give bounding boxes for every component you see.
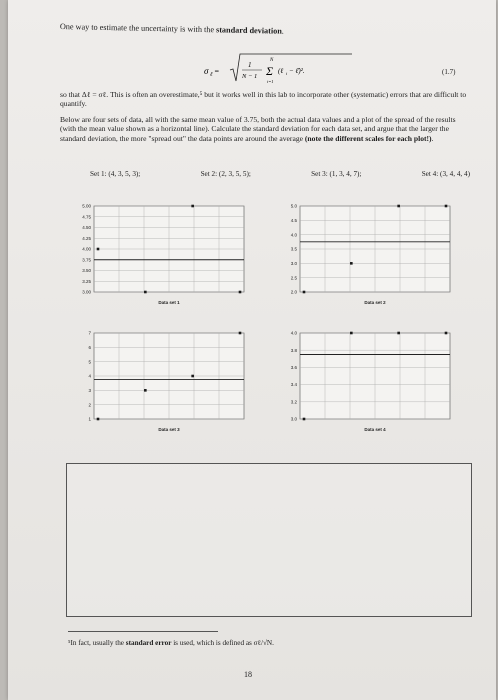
data-point bbox=[397, 205, 400, 208]
formula-svg bbox=[204, 50, 354, 90]
y-tick-label: 6 bbox=[88, 344, 91, 350]
y-tick-label: 4.25 bbox=[82, 235, 91, 241]
data-point bbox=[303, 291, 306, 294]
data-point bbox=[397, 332, 400, 335]
y-tick-label: 3.50 bbox=[82, 268, 91, 274]
textbook-page bbox=[8, 0, 496, 700]
plot-data-set-2 bbox=[266, 198, 466, 318]
intro-line: One way to estimate the uncertainty is with the standard deviation. bbox=[59, 22, 284, 36]
paragraph-overestimate: so that Δℓ = σℓ. This is often an overestimate,⁵ but it works well in this lab to incorporate other (systematic) errors that are difficult to quantify. bbox=[60, 90, 467, 109]
data-point bbox=[445, 332, 448, 335]
data-point bbox=[144, 389, 147, 392]
y-tick-label: 1 bbox=[88, 416, 91, 422]
formula-eq: = bbox=[214, 67, 220, 76]
plot-data-set-1 bbox=[60, 198, 260, 318]
y-tick-label: 5.0 bbox=[290, 203, 297, 209]
data-point bbox=[144, 291, 147, 294]
y-tick-label: 4.5 bbox=[290, 217, 297, 223]
y-tick-label: 3.0 bbox=[290, 416, 297, 422]
data-point bbox=[445, 205, 448, 208]
y-tick-label: 2.0 bbox=[290, 289, 297, 295]
footnote: ⁵In fact, usually the standard error is used, which is defined as σℓ/√N. bbox=[68, 639, 274, 647]
y-tick-label: 2 bbox=[88, 402, 91, 408]
y-tick-label: 4.75 bbox=[82, 214, 91, 220]
y-tick-label: 3.25 bbox=[82, 278, 91, 284]
plot-title: Data set 3 bbox=[158, 427, 180, 432]
y-tick-label: 4.00 bbox=[82, 246, 91, 252]
plot-3-svg bbox=[60, 325, 260, 445]
y-tick-label: 4 bbox=[88, 373, 91, 379]
sum-top: N bbox=[270, 58, 274, 63]
y-tick-label: 4.0 bbox=[290, 330, 297, 336]
footnote-rule bbox=[68, 631, 218, 632]
data-point bbox=[97, 248, 100, 251]
formula-term-rest: − ℓ̄)². bbox=[289, 67, 305, 75]
y-tick-label: 3.0 bbox=[290, 260, 297, 266]
y-tick-label: 3.2 bbox=[290, 399, 297, 405]
plot-2-svg bbox=[266, 198, 466, 318]
frac-den: N − 1 bbox=[242, 73, 258, 80]
formula-term: (ℓ bbox=[278, 67, 284, 75]
y-tick-label: 5 bbox=[88, 359, 91, 365]
y-tick-label: 7 bbox=[88, 330, 91, 336]
plot-title: Data set 2 bbox=[364, 300, 386, 305]
data-point bbox=[350, 262, 353, 265]
plot-1-svg bbox=[60, 198, 260, 318]
formula-sigma-sub: ℓ bbox=[210, 72, 213, 78]
y-tick-label: 4.0 bbox=[290, 232, 297, 238]
equation-number: (1.7) bbox=[442, 68, 456, 76]
y-tick-label: 5.00 bbox=[82, 203, 91, 209]
y-tick-label: 3.6 bbox=[290, 365, 297, 370]
data-sets-row bbox=[90, 170, 470, 178]
y-tick-label: 3.8 bbox=[290, 347, 297, 353]
plot-data-set-4 bbox=[266, 325, 466, 445]
set-label-2: Set 2: (2, 3, 5, 5); bbox=[200, 170, 251, 178]
plot-4-svg bbox=[266, 325, 466, 445]
data-point bbox=[191, 205, 194, 208]
set-label-1: Set 1: (4, 3, 5, 3); bbox=[90, 170, 141, 178]
data-point bbox=[239, 332, 242, 335]
sum-bottom: i=1 bbox=[267, 79, 274, 84]
data-point bbox=[303, 418, 306, 421]
formula-term-sub: i bbox=[286, 71, 288, 76]
plot-data-set-3 bbox=[60, 325, 260, 445]
data-point bbox=[97, 418, 100, 421]
y-tick-label: 4.50 bbox=[82, 225, 91, 231]
set-label-3: Set 3: (1, 3, 4, 7); bbox=[311, 170, 362, 178]
y-tick-label: 3.75 bbox=[82, 257, 91, 263]
data-point bbox=[191, 375, 194, 378]
std-dev-formula bbox=[204, 50, 354, 92]
page-number: 18 bbox=[244, 670, 252, 679]
y-tick-label: 3.00 bbox=[82, 289, 91, 295]
y-tick-label: 3.4 bbox=[290, 382, 297, 388]
y-tick-label: 3.5 bbox=[290, 246, 297, 252]
data-point bbox=[350, 332, 353, 335]
y-tick-label: 3 bbox=[88, 387, 91, 393]
data-point bbox=[239, 291, 242, 294]
answer-box[interactable] bbox=[66, 463, 472, 617]
paragraph-instructions: Below are four sets of data, all with the same mean value of 3.75, both the actual data values and a plot of the spread of the results (with the mean value shown as a horizontal line). Calculate the standard deviation for each data set, and argue that the larger the standard deviation, the more "spread out" the data points are around the average (note the different scales for each plot!). bbox=[60, 115, 456, 143]
plot-title: Data set 1 bbox=[158, 300, 180, 305]
frac-num: 1 bbox=[248, 61, 252, 69]
formula-sigma: σ bbox=[204, 66, 209, 76]
set-label-4: Set 4: (3, 4, 4, 4) bbox=[421, 170, 470, 178]
sum-sign: Σ bbox=[266, 64, 274, 78]
y-tick-label: 2.5 bbox=[290, 275, 297, 281]
plot-title: Data set 4 bbox=[364, 427, 386, 432]
